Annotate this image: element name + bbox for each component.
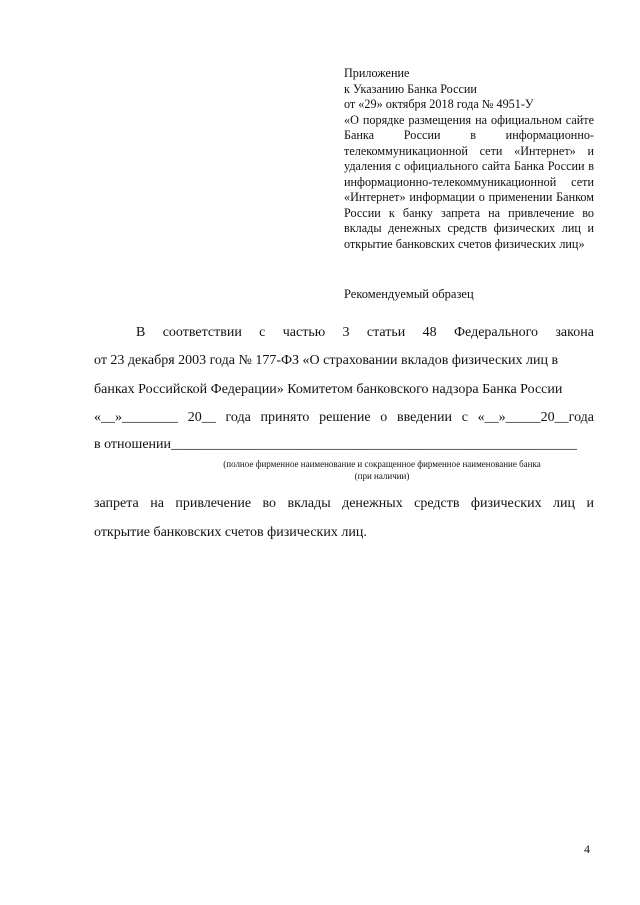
body-word: статьи	[366, 325, 406, 340]
body-word: во	[262, 496, 277, 511]
body-word: привлечение	[175, 496, 252, 511]
body-word: денежных	[342, 496, 403, 511]
body-word: лиц	[553, 496, 576, 511]
body-line-6	[94, 496, 594, 512]
body-word: физических	[470, 496, 542, 511]
body-line-7: открытие банковских счетов физических лиц.	[94, 525, 367, 540]
bank-name-caption	[172, 458, 592, 482]
body-word: «__»_____20__года	[477, 410, 594, 425]
body-line-5: в отношении__________________________________________________________	[94, 437, 578, 452]
appendix-date-number: от «29» октября 2018 года № 4951-У	[344, 97, 534, 111]
body-word: соответствии	[162, 325, 242, 340]
body-word: и	[586, 496, 594, 511]
recommended-sample-label: Рекомендуемый образец	[344, 287, 474, 301]
body-word: средств	[414, 496, 460, 511]
body-word: частью	[282, 325, 326, 340]
body-word: с	[461, 410, 468, 425]
body-line-4	[94, 410, 594, 426]
body-word: запрета	[94, 496, 139, 511]
appendix-header	[344, 66, 594, 252]
appendix-label: Приложение	[344, 66, 410, 80]
body-word: вклады	[287, 496, 331, 511]
page-number: 4	[584, 842, 590, 856]
body-word: 20__	[187, 410, 216, 425]
body-word: года	[225, 410, 251, 425]
body-line-3: банках Российской Федерации» Комитетом банковского надзора Банка России	[94, 382, 563, 397]
body-word: принято	[260, 410, 310, 425]
bank-name-caption-line-2: (при наличии)	[354, 471, 410, 481]
body-word: 3	[342, 325, 350, 340]
body-word: Федерального	[453, 325, 539, 340]
body-word: 48	[422, 325, 437, 340]
body-word: с	[259, 325, 266, 340]
body-word: «__»________	[94, 410, 178, 425]
appendix-reference: к Указанию Банка России	[344, 81, 477, 96]
body-word: закона	[555, 325, 594, 340]
bank-name-caption-line-1: (полное фирменное наименование и сокращенное фирменное наименование банка	[223, 459, 541, 469]
appendix-title: «О порядке размещения на официальном сайте Банка России в информационно-телекоммуникационной сети «Интернет» и удаления с официального сайта Банка России в информационно-телекоммуникационной сети «Интернет» информации о применении Банком России к банку запрета на привлечение во вклады денежных средств физических лиц и открытие банковских счетов физических лиц»	[344, 112, 594, 251]
body-word: на	[150, 496, 164, 511]
body-word: решение	[319, 410, 371, 425]
body-word: В	[136, 325, 146, 340]
body-line-2: от 23 декабря 2003 года № 177-ФЗ «О страховании вкладов физических лиц в	[94, 353, 559, 368]
body-word: введении	[397, 410, 452, 425]
body-word: о	[380, 410, 388, 425]
body-line-1	[94, 325, 594, 341]
